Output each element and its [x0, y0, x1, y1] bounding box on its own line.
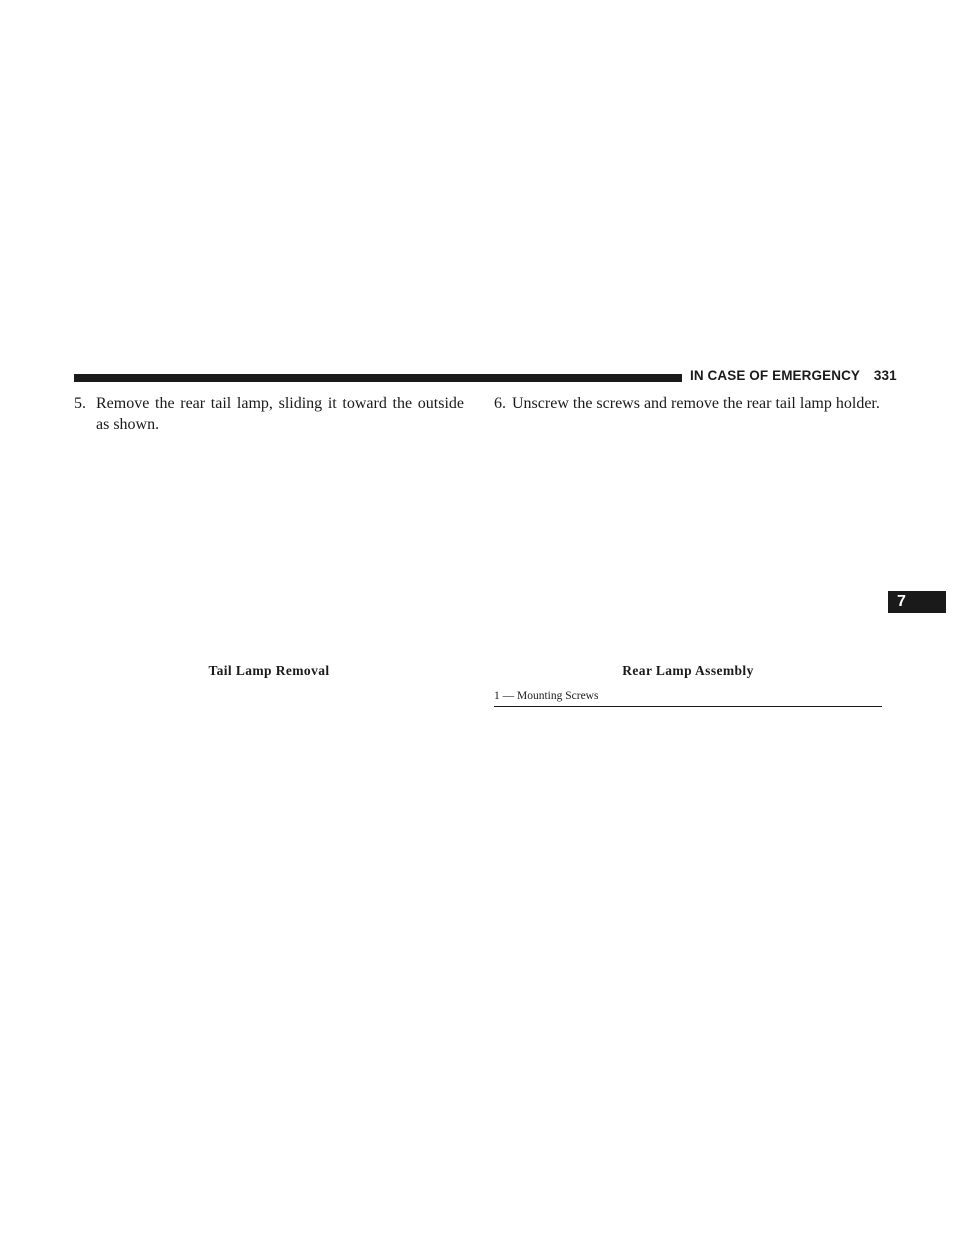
figure-legend: 1 — Mounting Screws [494, 690, 882, 707]
step-text: Remove the rear tail lamp, sliding it toward the outside as shown. [96, 395, 464, 433]
figure-caption-rear-lamp-assembly: Rear Lamp Assembly [622, 663, 754, 678]
header-rule [74, 374, 682, 382]
chapter-tab: 7 [888, 591, 946, 613]
step-number: 6. [494, 395, 506, 412]
section-title: IN CASE OF EMERGENCY [690, 368, 861, 383]
running-header [690, 368, 897, 383]
step-5 [74, 393, 464, 435]
step-number: 5. [74, 395, 86, 412]
page-number: 331 [873, 368, 897, 383]
figure-caption-tail-lamp-removal: Tail Lamp Removal [208, 663, 330, 678]
step-6 [494, 393, 882, 414]
step-text: Unscrew the screws and remove the rear tail lamp holder. [512, 395, 880, 412]
